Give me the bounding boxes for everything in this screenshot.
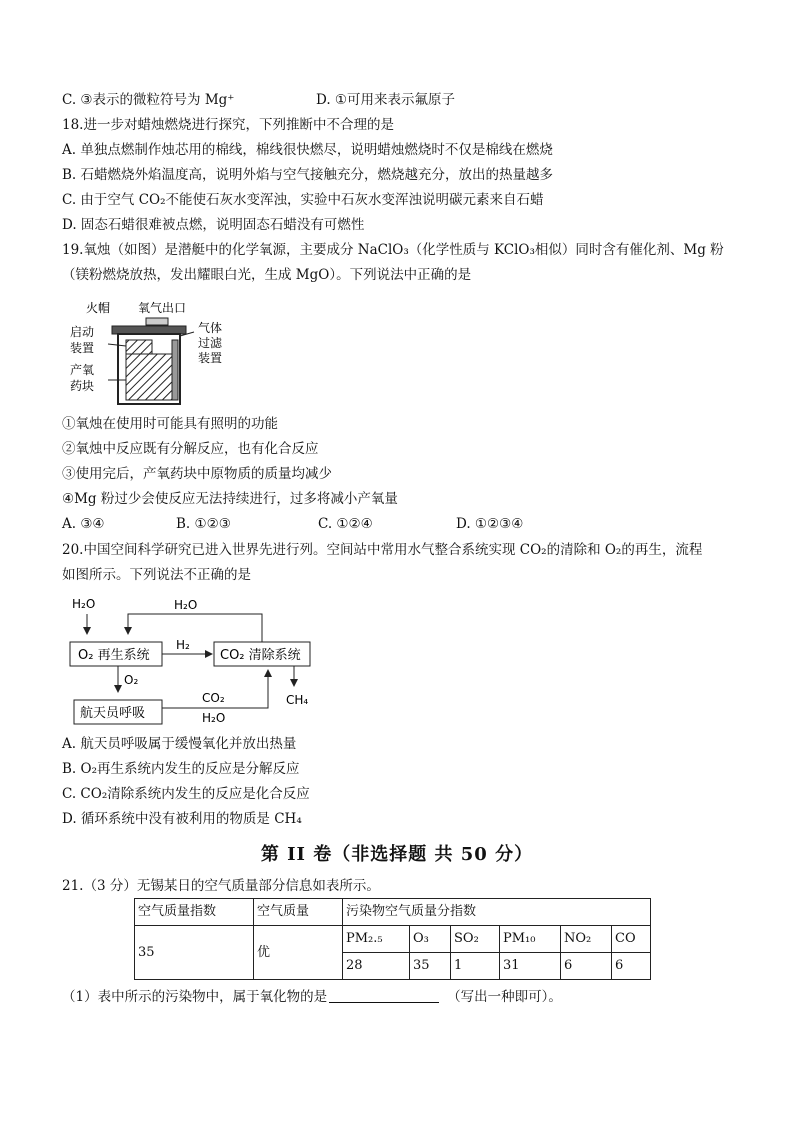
q20-option-c: C. CO₂清除系统内发生的反应是化合反应 bbox=[62, 786, 310, 802]
q19-stem-line1: 19.氧烛（如图）是潜艇中的化学氧源，主要成分 NaClO₃（化学性质与 KClO₃相似）同时含有催化剂、Mg 粉 bbox=[62, 242, 724, 258]
water-loop-label: H₂O bbox=[174, 598, 198, 612]
header-pollutants: 污染物空气质量分指数 bbox=[343, 899, 651, 926]
q20-option-b: B. O₂再生系统内发生的反应是分解反应 bbox=[62, 761, 300, 777]
oxygen-outlet-label: 氧气出口 bbox=[138, 301, 187, 315]
starter-device bbox=[126, 340, 152, 354]
table-header-row bbox=[135, 899, 651, 926]
q18-option-a: A. 单独点燃制作烛芯用的棉线，棉线很快燃尽，说明蜡烛燃烧时不仅是棉线在燃烧 bbox=[62, 142, 553, 158]
val-co: 6 bbox=[612, 953, 651, 980]
section-title: 第 II 卷（非选择题 共 50 分） bbox=[260, 844, 534, 865]
col-o3: O₃ bbox=[410, 926, 451, 953]
table-row bbox=[135, 926, 651, 953]
air-quality-table bbox=[134, 898, 651, 980]
col-pm10: PM₁₀ bbox=[500, 926, 561, 953]
gas-filter-label-1: 气体 bbox=[198, 321, 223, 335]
col-so2: SO₂ bbox=[451, 926, 500, 953]
co2-label: CO₂ bbox=[202, 691, 225, 705]
astronaut-breathing-label: 航天员呼吸 bbox=[80, 706, 146, 721]
q19-option-c: C. ①②④ bbox=[318, 516, 373, 532]
cell-index: 35 bbox=[135, 926, 254, 980]
o2-regeneration-label: O₂ 再生系统 bbox=[78, 648, 150, 663]
water-gas-flow-diagram bbox=[62, 592, 332, 730]
q19-statement-1: ①氧烛在使用时可能具有照明的功能 bbox=[62, 416, 278, 432]
q20-option-a: A. 航天员呼吸属于缓慢氧化并放出热量 bbox=[62, 736, 297, 752]
answer-blank[interactable] bbox=[329, 988, 439, 1003]
q18-option-b: B. 石蜡燃烧外焰温度高，说明外焰与空气接触充分，燃烧越充分，放出的热量越多 bbox=[62, 167, 554, 183]
col-no2: NO₂ bbox=[561, 926, 612, 953]
q20-stem-line1: 20.中国空间科学研究已进入世界先进行列。空间站中常用水气整合系统实现 CO₂的清除和 O₂的再生，流程 bbox=[62, 542, 703, 558]
q19-stem-line2: （镁粉燃烧放热，发出耀眼白光，生成 MgO）。下列说法中正确的是 bbox=[62, 267, 472, 283]
co2-removal-label: CO₂ 清除系统 bbox=[220, 648, 301, 663]
val-so2: 1 bbox=[451, 953, 500, 980]
water-input-label: H₂O bbox=[72, 597, 96, 611]
starter-label-1: 启动 bbox=[70, 325, 95, 339]
q18-stem: 18.进一步对蜡烛燃烧进行探究，下列推断中不合理的是 bbox=[62, 117, 394, 133]
q19-option-a: A. ③④ bbox=[62, 516, 105, 532]
q19-statement-3: ③使用完后，产氧药块中原物质的质量均减少 bbox=[62, 466, 332, 482]
q20-stem-line2: 如图所示。下列说法不正确的是 bbox=[62, 567, 251, 583]
val-pm25: 28 bbox=[343, 953, 410, 980]
col-co: CO bbox=[612, 926, 651, 953]
q21-sub1-text: （1）表中所示的污染物中，属于氧化物的是 bbox=[62, 989, 328, 1005]
h2-label: H₂ bbox=[176, 638, 190, 652]
col-pm25: PM₂.₅ bbox=[343, 926, 410, 953]
block-label-2: 药块 bbox=[70, 379, 95, 393]
q21-sub1 bbox=[62, 987, 562, 1007]
val-no2: 6 bbox=[561, 953, 612, 980]
ch4-label: CH₄ bbox=[286, 693, 309, 707]
val-pm10: 31 bbox=[500, 953, 561, 980]
o2-label: O₂ bbox=[124, 673, 139, 687]
water-output-label: H₂O bbox=[202, 711, 226, 725]
oxygen-candle-diagram bbox=[62, 296, 252, 408]
q17-option-d: D. ①可用来表示氟原子 bbox=[316, 92, 456, 108]
q19-statement-4: ④Mg 粉过少会使反应无法持续进行，过多将减小产氧量 bbox=[62, 491, 398, 507]
q17-option-c: C. ③表示的微粒符号为 Mg⁺ bbox=[62, 92, 235, 108]
q18-option-c: C. 由于空气 CO₂不能使石灰水变浑浊，实验中石灰水变浑浊说明碳元素来自石蜡 bbox=[62, 192, 544, 208]
q19-option-b: B. ①②③ bbox=[176, 516, 231, 532]
header-quality: 空气质量 bbox=[254, 899, 343, 926]
header-index: 空气质量指数 bbox=[135, 899, 254, 926]
gas-filter-label-3: 装置 bbox=[198, 351, 223, 365]
cap-label: 火帽 bbox=[86, 301, 111, 315]
gas-filter-label-2: 过滤 bbox=[198, 336, 223, 350]
starter-label-2: 装置 bbox=[70, 341, 95, 355]
cell-quality: 优 bbox=[254, 926, 343, 980]
q18-option-d: D. 固态石蜡很难被点燃，说明固态石蜡没有可燃性 bbox=[62, 217, 365, 233]
q19-statement-2: ②氧烛中反应既有分解反应，也有化合反应 bbox=[62, 441, 319, 457]
gas-filter bbox=[172, 340, 178, 400]
oxygen-block bbox=[126, 354, 172, 400]
q21-sub1-hint: （写出一种即可）。 bbox=[447, 989, 562, 1005]
q19-option-d: D. ①②③④ bbox=[456, 516, 524, 532]
q20-option-d: D. 循环系统中没有被利用的物质是 CH₄ bbox=[62, 811, 302, 827]
val-o3: 35 bbox=[410, 953, 451, 980]
block-label-1: 产氧 bbox=[70, 363, 95, 377]
q21-stem: 21.（3 分）无锡某日的空气质量部分信息如表所示。 bbox=[62, 878, 380, 894]
